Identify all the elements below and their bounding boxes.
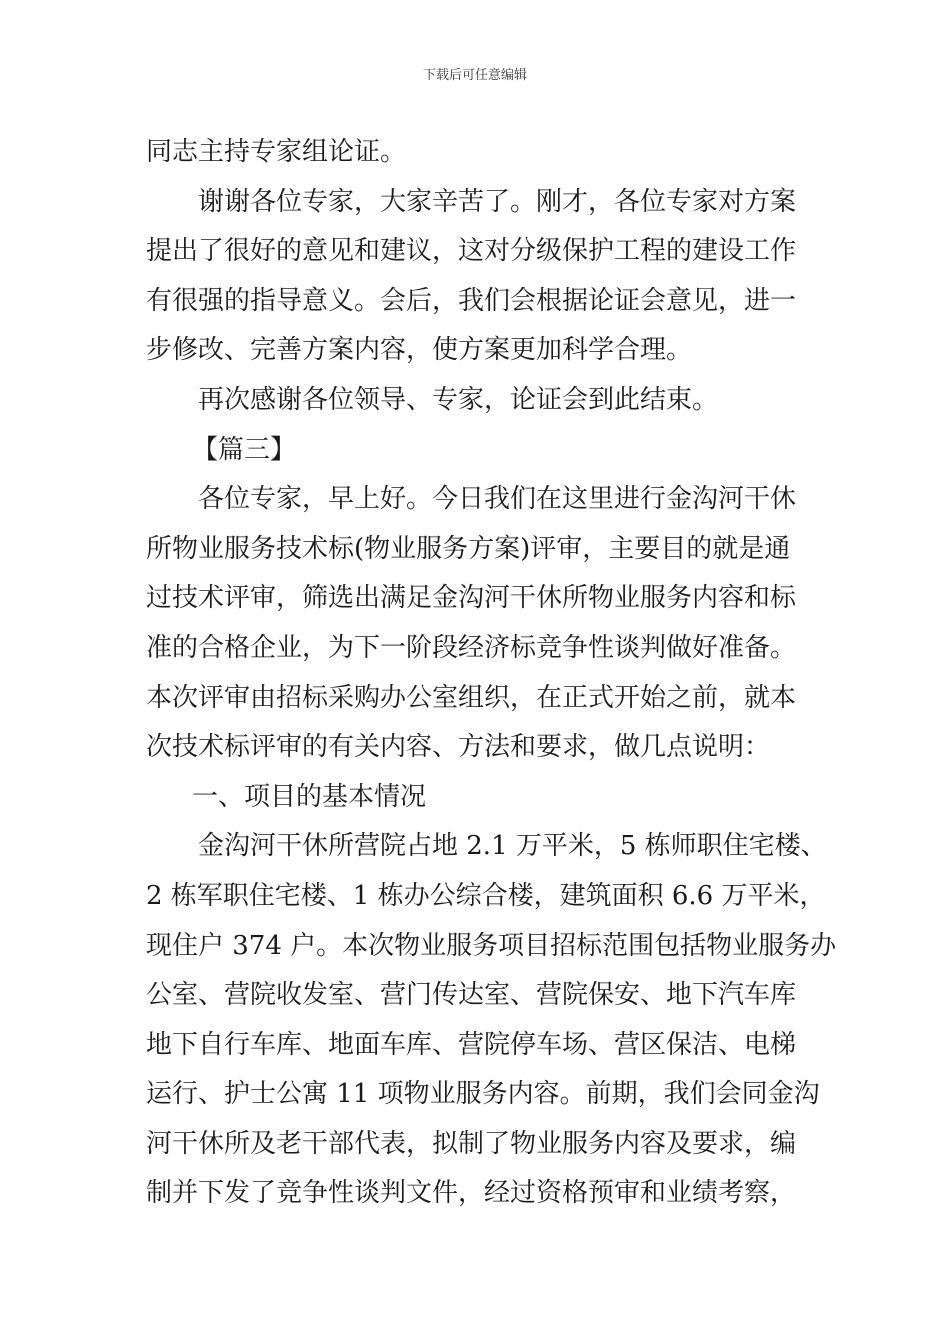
subsection-heading: 一、项目的基本情况	[192, 781, 427, 812]
paragraph-line: 再次感谢各位领导、专家，论证会到此结束。	[198, 384, 719, 415]
paragraph-line: 本次评审由招标采购办公室组织，在正式开始之前，就本	[146, 682, 797, 713]
paragraph-line: 同志主持专家组论证。	[146, 137, 407, 167]
paragraph-line: 次技术标评审的有关内容、方法和要求，做几点说明：	[146, 732, 771, 763]
paragraph-line: 金沟河干休所营院占地 2.1 万平米，5 栋师职住宅楼、	[198, 831, 827, 862]
page-header: 下载后可任意编辑	[422, 68, 527, 83]
paragraph-line: 河干休所及老干部代表，拟制了物业服务内容及要求，编	[146, 1128, 797, 1159]
paragraph-line: 过技术评审，筛选出满足金沟河干休所物业服务内容和标	[146, 583, 797, 614]
section-heading: 【篇三】	[192, 434, 297, 465]
paragraph-line: 提出了很好的意见和建议，这对分级保护工程的建设工作	[146, 236, 797, 267]
paragraph-line: 公室、营院收发室、营门传达室、营院保安、地下汽车库	[146, 980, 797, 1011]
paragraph-line: 制并下发了竞争性谈判文件，经过资格预审和业绩考察，	[146, 1178, 797, 1209]
document-body	[146, 128, 836, 1219]
paragraph-line: 各位专家，早上好。今日我们在这里进行金沟河干休	[198, 484, 797, 515]
paragraph-line: 2 栋军职住宅楼、1 栋办公综合楼，建筑面积 6.6 万平米，	[146, 880, 826, 911]
paragraph-line: 地下自行车库、地面车库、营院停车场、营区保洁、电梯	[146, 1029, 797, 1060]
paragraph-line: 有很强的指导意义。会后，我们会根据论证会意见，进一	[146, 285, 797, 316]
paragraph-line: 准的合格企业，为下一阶段经济标竞争性谈判做好准备。	[146, 632, 797, 663]
paragraph-line: 步修改、完善方案内容，使方案更加科学合理。	[146, 335, 693, 366]
paragraph-line: 现住户 374 户。本次物业服务项目招标范围包括物业服务办	[146, 930, 837, 961]
paragraph-line: 运行、护士公寓 11 项物业服务内容。前期，我们会同金沟	[146, 1079, 820, 1110]
paragraph-line: 谢谢各位专家，大家辛苦了。刚才，各位专家对方案	[198, 186, 797, 217]
paragraph-line: 所物业服务技术标(物业服务方案)评审，主要目的就是通	[146, 533, 791, 564]
